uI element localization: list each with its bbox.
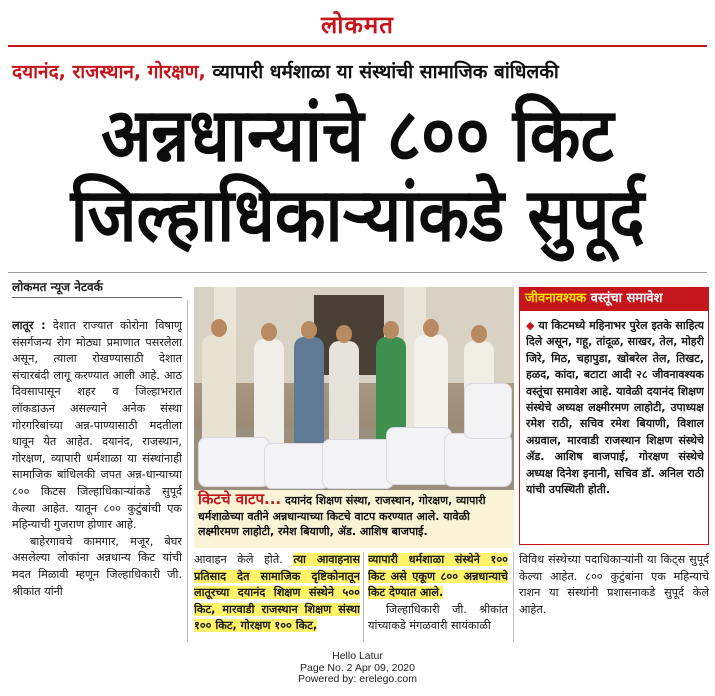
article-paragraph-2: बाहेरगावचे कामगार, मजूर, बेघर असलेल्या लोकांना अन्नधान्य किट यांची मदत मिळावी म्हणून जिल्हाधिकारी जी. श्रीकांत यांनी	[12, 534, 182, 598]
article-column-mid-2	[368, 552, 508, 642]
sidebar-title	[519, 287, 709, 311]
highlighted-text: त्या आवाहनास प्रतिसाद देत सामाजिक दृष्टिकोनातून लातूरच्या दयानंद शिक्षण संस्थेने ५०० किट, मारवाडी राजस्थान शिक्षण संस्था १०० किट, गोरक्षण १०० किट,	[194, 553, 360, 633]
byline: लोकमत न्यूज नेटवर्क	[12, 280, 103, 294]
powered-by-link[interactable]: Powered by: erelego.com	[297, 673, 418, 685]
newspaper-masthead: लोकमत	[321, 10, 394, 39]
sidebar-title-rest: वस्तूंचा समावेश	[590, 291, 663, 306]
column-divider	[513, 552, 514, 642]
sidebar-title-accent: जीवनावश्यक	[525, 291, 587, 306]
caption-lead: किटचे वाटप...	[198, 490, 282, 508]
article-column-mid-1	[194, 552, 360, 642]
article-column-right	[519, 552, 709, 642]
column-divider	[187, 300, 188, 642]
kicker-organizations: दयानंद, राजस्थान, गोरक्षण,	[12, 61, 206, 83]
diamond-bullet-icon: ◆	[526, 319, 535, 332]
page-and-date: Page No. 2 Apr 09, 2020	[299, 661, 415, 674]
highlighted-text: व्यापारी धर्मशाळा संस्थेने १०० किट असे एकूण ८०० अन्नधान्याचे किट देण्यात आले.	[368, 553, 508, 600]
article-column-left	[12, 318, 182, 643]
article-text: जिल्हाधिकारी जी. श्रीकांत यांच्याकडे मंगळवारी सायंकाळी	[368, 602, 508, 633]
dateline: लातूर :	[12, 319, 46, 332]
headline-divider	[8, 272, 707, 273]
headline-line-1: अन्नधान्यांचे ८०० किट	[101, 92, 614, 179]
headline-line-2: जिल्हाधिकाऱ्यांकडे सुपूर्द	[70, 172, 645, 259]
byline-divider	[12, 297, 182, 298]
article-text: आवाहन केले होते.	[194, 553, 283, 566]
kicker-subject: व्यापारी धर्मशाळा या संस्थांची सामाजिक बांधिलकी	[212, 61, 559, 83]
sidebar-body	[526, 318, 704, 540]
caption-text: दयानंद शिक्षण संस्था, राजस्थान, गोरक्षण, व्यापारी धर्मशाळेच्या वतीने अन्नधान्याच्या किटचे वाटप करण्यात आले. यावेळी लक्ष्मीरमण लाहोटी, रमेश बियाणी, ॲड. आशिष बाजपाई.	[198, 494, 486, 538]
photo-caption	[194, 490, 514, 548]
column-divider	[363, 552, 364, 642]
page-footer	[0, 651, 715, 686]
masthead-divider	[8, 45, 707, 47]
edition-name: Hello Latur	[332, 650, 383, 662]
article-paragraph-1: देशात राज्यात कोरोना विषाणू संसर्गजन्य रोग मोठ्या प्रमाणात पसरलेला असून, त्याला रोखण्यासाठी देशात संचारबंदी लागू करण्यात आली आहे. आठ दिवसापासून शहर व जिल्हाभरात लॉकडाऊन असल्याने अनेक संस्था गोरगरिबांच्या अन्न-पाण्यासाठी मदतीला धावून येत आहेत. दयानंद, राजस्थान, गोरक्षण, व्यापारी धर्मशाळा या संस्थांनाही सामाजिक बांधिलकी जपत अन्न-धान्याच्या ८०० किटस जिल्हाधिकाऱ्यांकडे सुपूर्द केल्या आहेत. यातून ८०० कुटुंबांची एक महिन्याची गुजराण होणार आहे.	[12, 319, 182, 532]
kicker-line	[12, 58, 712, 88]
sidebar-text: या किटमध्ये महिनाभर पुरेल इतके साहित्य दिले असून, गहू, तांदूळ, साखर, तेल, मोहरी जिरे, मिठ, चहापुडा, खोबरेल तेल, तिखट, हळद, कांदा, बटाटा आदी २८ जीवनावश्यक वस्तूंचा समावेश आहे. यावेळी दयानंद शिक्षण संस्थेचे अध्यक्ष लक्ष्मीरमण लाहोटी, उपाध्यक्ष रमेश राठी, सचिव रमेश बियाणी, विशाल अग्रवाल, मारवाडी राजस्थान शिक्षण संस्थेचे ॲड. आशिष बाजपाई, गोरक्षण संस्थेचे अध्यक्ष दिनेश इनानी, सचिव डॉ. अनिल राठी यांची उपस्थिती होती.	[526, 319, 704, 497]
article-text: विविध संस्थेच्या पदाधिकाऱ्यांनी या किट्स सुपूर्द केल्या आहेत. ८०० कुटुंबांना एक महिन्याचे राशन या संस्थांनी प्रशासनाकडे सुपूर्द केले आहेत.	[519, 553, 709, 616]
news-photo	[194, 287, 514, 490]
